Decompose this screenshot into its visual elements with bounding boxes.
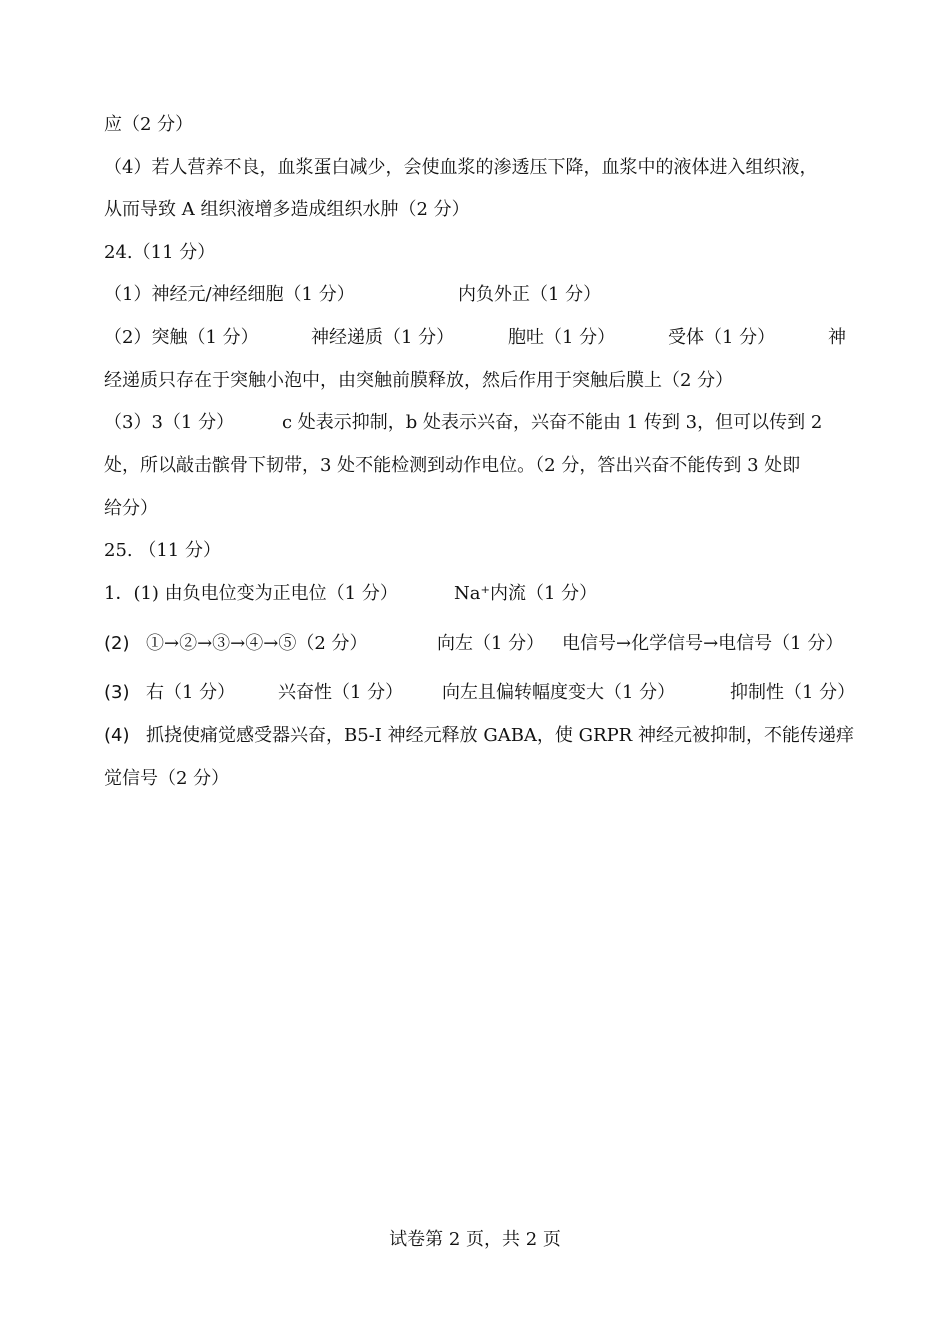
answer-25-2 xyxy=(104,631,854,657)
answer-24-2-part-a: （2）突触（1 分） xyxy=(104,327,259,348)
answer-25-4-part-a: 抓挠使痛觉感受器兴奋，B5-I 神经元释放 GABA，使 GRPR 神经元被抑制，不能传递痒 xyxy=(146,725,854,746)
answer-25-3-number: (3) xyxy=(104,682,130,703)
answer-24-3 xyxy=(104,410,854,436)
answer-25-2-number: (2) xyxy=(104,633,130,654)
answer-25-3-part-d: 抑制性（1 分） xyxy=(730,682,856,703)
answer-24-1-part-b: 内负外正（1 分） xyxy=(458,284,602,305)
answer-24-2-part-d: 受体（1 分） xyxy=(668,327,776,348)
answer-line-1: 应（2 分） xyxy=(104,114,194,135)
answer-24-2-part-b: 神经递质（1 分） xyxy=(311,327,455,348)
answer-24-3-cont: 处，所以敲击髌骨下韧带，3 处不能检测到动作电位。（2 分，答出兴奋不能传到 3 处即 xyxy=(104,455,801,476)
answer-line-3: 从而导致 A 组织液增多造成组织水肿（2 分） xyxy=(104,199,470,220)
answer-24-1 xyxy=(104,282,854,308)
answer-24-1-part-a: （1）神经元/神经细胞（1 分） xyxy=(104,284,355,305)
page-footer: 试卷第 2 页，共 2 页 xyxy=(389,1229,561,1250)
answer-25-2-part-b: 向左（1 分） xyxy=(437,633,545,654)
answer-25-1-part-b: Na⁺内流（1 分） xyxy=(454,583,598,604)
answer-line-2: （4）若人营养不良，血浆蛋白减少，会使血浆的渗透压下降，血浆中的液体进入组织液， xyxy=(104,157,818,178)
answer-24-3-part-a: （3）3（1 分） xyxy=(104,412,235,433)
question-24-heading: 24.（11 分） xyxy=(104,242,216,263)
answer-24-2-part-e: 神 xyxy=(828,327,846,348)
answer-25-1 xyxy=(104,581,854,607)
answer-25-4-cont: 觉信号（2 分） xyxy=(104,768,230,789)
answer-25-4-number: (4) xyxy=(104,725,130,746)
answer-25-2-part-a: ①→②→③→④→⑤（2 分） xyxy=(146,633,368,654)
answer-25-3-part-b: 兴奋性（1 分） xyxy=(278,682,404,703)
answer-25-2-part-c: 电信号→化学信号→电信号（1 分） xyxy=(562,633,844,654)
answer-24-2-part-c: 胞吐（1 分） xyxy=(508,327,616,348)
answer-24-2-cont: 经递质只存在于突触小泡中，由突触前膜释放，然后作用于突触后膜上（2 分） xyxy=(104,370,734,391)
answer-24-2 xyxy=(104,325,854,351)
answer-25-4 xyxy=(104,723,854,749)
answer-24-3-part-b: c 处表示抑制，b 处表示兴奋，兴奋不能由 1 传到 3，但可以传到 2 xyxy=(282,412,823,433)
answer-25-3-part-c: 向左且偏转幅度变大（1 分） xyxy=(442,682,676,703)
answer-24-3-end: 给分） xyxy=(104,498,158,519)
question-25-heading: 25. （11 分） xyxy=(104,540,221,561)
answer-25-1-part-a: 1．(1) 由负电位变为正电位（1 分） xyxy=(104,583,398,604)
answer-25-3-part-a: 右（1 分） xyxy=(146,682,236,703)
answer-25-3 xyxy=(104,680,854,706)
